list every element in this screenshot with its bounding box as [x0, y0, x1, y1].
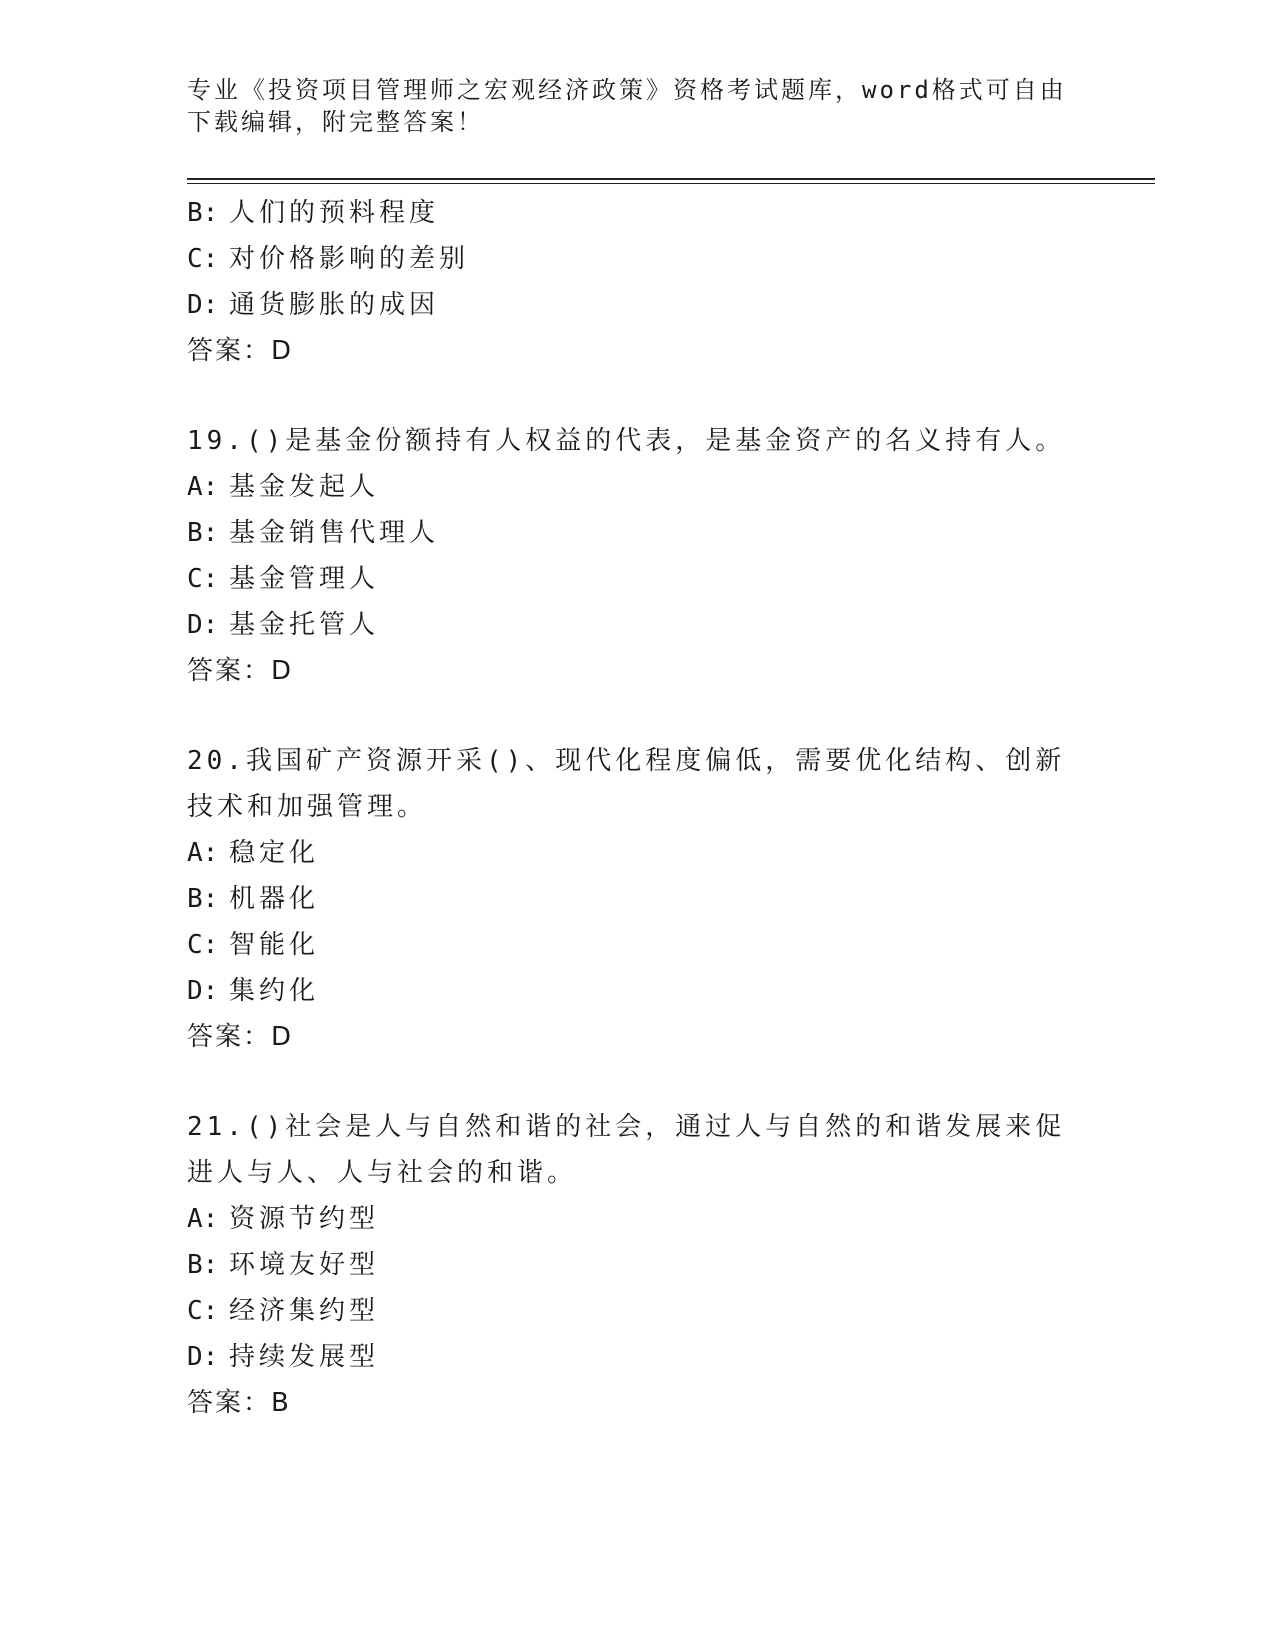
option-c — [187, 1288, 1087, 1334]
option-label: D: — [187, 290, 219, 320]
option-text: 机器化 — [229, 884, 320, 914]
option-label: A: — [187, 838, 219, 868]
option-b — [187, 190, 1087, 236]
spacer — [187, 374, 1087, 418]
answer-line: 答案：D — [187, 1022, 294, 1052]
question-block-21 — [187, 1104, 1087, 1426]
document-page — [187, 0, 1155, 1650]
option-text: 经济集约型 — [229, 1296, 380, 1326]
option-a — [187, 1196, 1087, 1242]
question-stem: 19.()是基金份额持有人权益的代表，是基金资产的名义持有人。 — [187, 426, 1066, 456]
option-c — [187, 236, 1087, 282]
option-label: C: — [187, 564, 219, 594]
option-text: 基金销售代理人 — [229, 518, 440, 548]
question-block-prev — [187, 190, 1087, 374]
option-text: 人们的预料程度 — [229, 198, 440, 228]
option-d — [187, 282, 1087, 328]
option-d — [187, 602, 1087, 648]
question-stem: 21.()社会是人与自然和谐的社会，通过人与自然的和谐发展来促进人与人、人与社会的和谐。 — [187, 1112, 1066, 1188]
question-block-19 — [187, 418, 1087, 694]
option-label: B: — [187, 518, 219, 548]
option-label: C: — [187, 244, 219, 274]
option-c — [187, 556, 1087, 602]
page-header: 专业《投资项目管理师之宏观经济政策》资格考试题库，word格式可自由下载编辑，附完整答案！ — [187, 76, 1067, 136]
option-text: 通货膨胀的成因 — [229, 290, 440, 320]
spacer — [187, 694, 1087, 738]
option-label: D: — [187, 1342, 219, 1372]
option-text: 基金托管人 — [229, 610, 380, 640]
option-text: 对价格影响的差别 — [229, 244, 470, 274]
option-text: 稳定化 — [229, 838, 320, 868]
answer-line: 答案：D — [187, 656, 294, 686]
option-b — [187, 876, 1087, 922]
option-text: 智能化 — [229, 930, 320, 960]
question-list — [187, 190, 1087, 1426]
option-label: B: — [187, 1250, 219, 1280]
option-c — [187, 922, 1087, 968]
question-stem: 20.我国矿产资源开采()、现代化程度偏低，需要优化结构、创新技术和加强管理。 — [187, 746, 1066, 822]
option-b — [187, 510, 1087, 556]
option-a — [187, 464, 1087, 510]
option-d — [187, 968, 1087, 1014]
option-text: 基金管理人 — [229, 564, 380, 594]
answer-line: 答案：B — [187, 1388, 291, 1418]
option-text: 集约化 — [229, 976, 320, 1006]
option-text: 持续发展型 — [229, 1342, 380, 1372]
header-divider — [187, 178, 1155, 184]
option-b — [187, 1242, 1087, 1288]
answer-line: 答案：D — [187, 336, 294, 366]
option-text: 环境友好型 — [229, 1250, 380, 1280]
option-text: 基金发起人 — [229, 472, 380, 502]
option-label: A: — [187, 472, 219, 502]
question-block-20 — [187, 738, 1087, 1060]
option-a — [187, 830, 1087, 876]
spacer — [187, 1060, 1087, 1104]
option-label: B: — [187, 198, 219, 228]
option-label: D: — [187, 976, 219, 1006]
option-text: 资源节约型 — [229, 1204, 380, 1234]
option-label: C: — [187, 930, 219, 960]
option-label: A: — [187, 1204, 219, 1234]
option-label: D: — [187, 610, 219, 640]
option-label: B: — [187, 884, 219, 914]
option-label: C: — [187, 1296, 219, 1326]
option-d — [187, 1334, 1087, 1380]
